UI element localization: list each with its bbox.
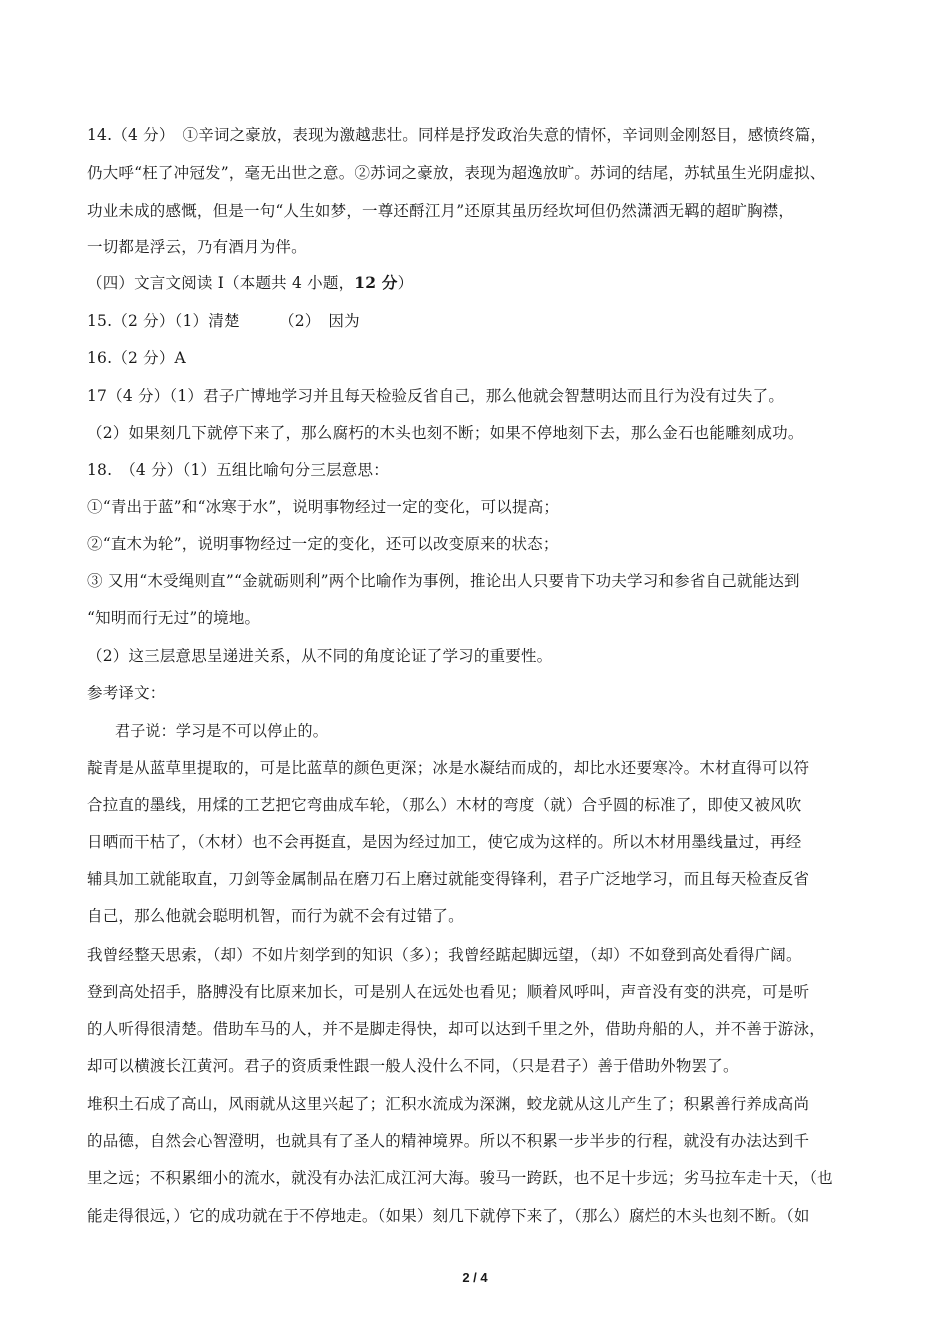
text-line: 合拉直的墨线，用煣的工艺把它弯曲成车轮，（那么）木材的弯度（就）合乎圆的标准了，即使又被风吹 bbox=[87, 796, 802, 814]
text-line: ③ 又用“木受绳则直”“金就砺则利”两个比喻作为事例，推论出人只要肯下功夫学习和参省自己就能达到 bbox=[87, 572, 800, 590]
text-line: 能走得很远，）它的成功就在于不停地走。（如果）刻几下就停下来了，（那么）腐烂的木头也刻不断。（如 bbox=[87, 1207, 810, 1225]
text-line: ②“直木为轮”，说明事物经过一定的变化，还可以改变原来的状态； bbox=[87, 535, 559, 553]
section-heading-text: （四）文言文阅读 I（本题共 4 小题， bbox=[87, 274, 355, 292]
text-line: 14.（4 分） ①辛词之豪放，表现为激越悲壮。同样是抒发政治失意的情怀，辛词则金刚怒目，感愤终篇， bbox=[87, 126, 827, 144]
section-heading-score: 12 分 bbox=[354, 273, 398, 292]
text-line: 君子说：学习是不可以停止的。 bbox=[115, 722, 328, 740]
text-line: 仍大呼“枉了冲冠发”，毫无出世之意。②苏词之豪放，表现为超逸放旷。苏词的结尾，苏轼虽生光阴虚拟、 bbox=[87, 164, 826, 182]
text-line: 辅具加工就能取直，刀剑等金属制品在磨刀石上磨过就能变得锋利，君子广泛地学习，而且每天检查反省 bbox=[87, 870, 810, 888]
text-line: 的人听得很清楚。借助车马的人，并不是脚走得快，却可以达到千里之外，借助舟船的人，并不善于游泳， bbox=[87, 1020, 825, 1038]
text-line: （2）这三层意思呈递进关系，从不同的角度论证了学习的重要性。 bbox=[87, 647, 553, 665]
text-line: 参考译文： bbox=[87, 684, 166, 702]
text-line: 登到高处招手，胳膊没有比原来加长，可是别人在远处也看见；顺着风呼叫，声音没有变的洪亮，可是听 bbox=[87, 983, 810, 1001]
text-line: 18. （4 分）（1）五组比喻句分三层意思： bbox=[87, 461, 389, 479]
text-line: 16.（2 分）A bbox=[87, 349, 186, 367]
text-line: “知明而行无过”的境地。 bbox=[87, 609, 261, 627]
text-line: 一切都是浮云，乃有酒月为伴。 bbox=[87, 238, 307, 256]
page-number: 2 / 4 bbox=[462, 1270, 488, 1285]
section-heading-close: ） bbox=[397, 274, 414, 292]
text-line: 15.（2 分）（1）清楚 （2） 因为 bbox=[87, 312, 360, 330]
text-line: 自己，那么他就会聪明机智，而行为就不会有过错了。 bbox=[87, 907, 464, 925]
text-line: 日晒而干枯了，（木材）也不会再挺直，是因为经过加工，使它成为这样的。所以木材用墨线量过，再经 bbox=[87, 833, 802, 851]
text-line: ①“青出于蓝”和“冰寒于水”，说明事物经过一定的变化，可以提高； bbox=[87, 498, 560, 516]
text-line: 却可以横渡长江黄河。君子的资质秉性跟一般人没什么不同，（只是君子）善于借助外物罢了。 bbox=[87, 1057, 739, 1075]
text-line: 17（4 分）（1）君子广博地学习并且每天检验反省自己，那么他就会智慧明达而且行为没有过失了。 bbox=[87, 387, 785, 405]
text-line: 我曾经整天思索，（却）不如片刻学到的知识（多）；我曾经踮起脚远望，（却）不如登到高处看得广阔。 bbox=[87, 946, 802, 964]
text-line: 功业未成的感慨，但是一句“人生如梦，一尊还酹江月”还原其虽历经坎坷但仍然潇洒无羁的超旷胸襟， bbox=[87, 202, 795, 220]
text-line: 的品德，自然会心智澄明，也就具有了圣人的精神境界。所以不积累一步半步的行程，就没有办法达到千 bbox=[87, 1132, 810, 1150]
text-line: 堆积土石成了高山，风雨就从这里兴起了；汇积水流成为深渊，蛟龙就从这儿产生了；积累善行养成高尚 bbox=[87, 1095, 810, 1113]
text-line: 里之远；不积累细小的流水，就没有办法汇成江河大海。骏马一跨跃，也不足十步远；劣马拉车走十天，（也 bbox=[87, 1169, 833, 1187]
text-line: （2）如果刻几下就停下来了，那么腐朽的木头也刻不断；如果不停地刻下去，那么金石也能雕刻成功。 bbox=[87, 424, 804, 442]
text-line: 靛青是从蓝草里提取的，可是比蓝草的颜色更深；冰是水凝结而成的，却比水还要寒冷。木材直得可以符 bbox=[87, 759, 810, 777]
section-heading bbox=[87, 273, 887, 293]
